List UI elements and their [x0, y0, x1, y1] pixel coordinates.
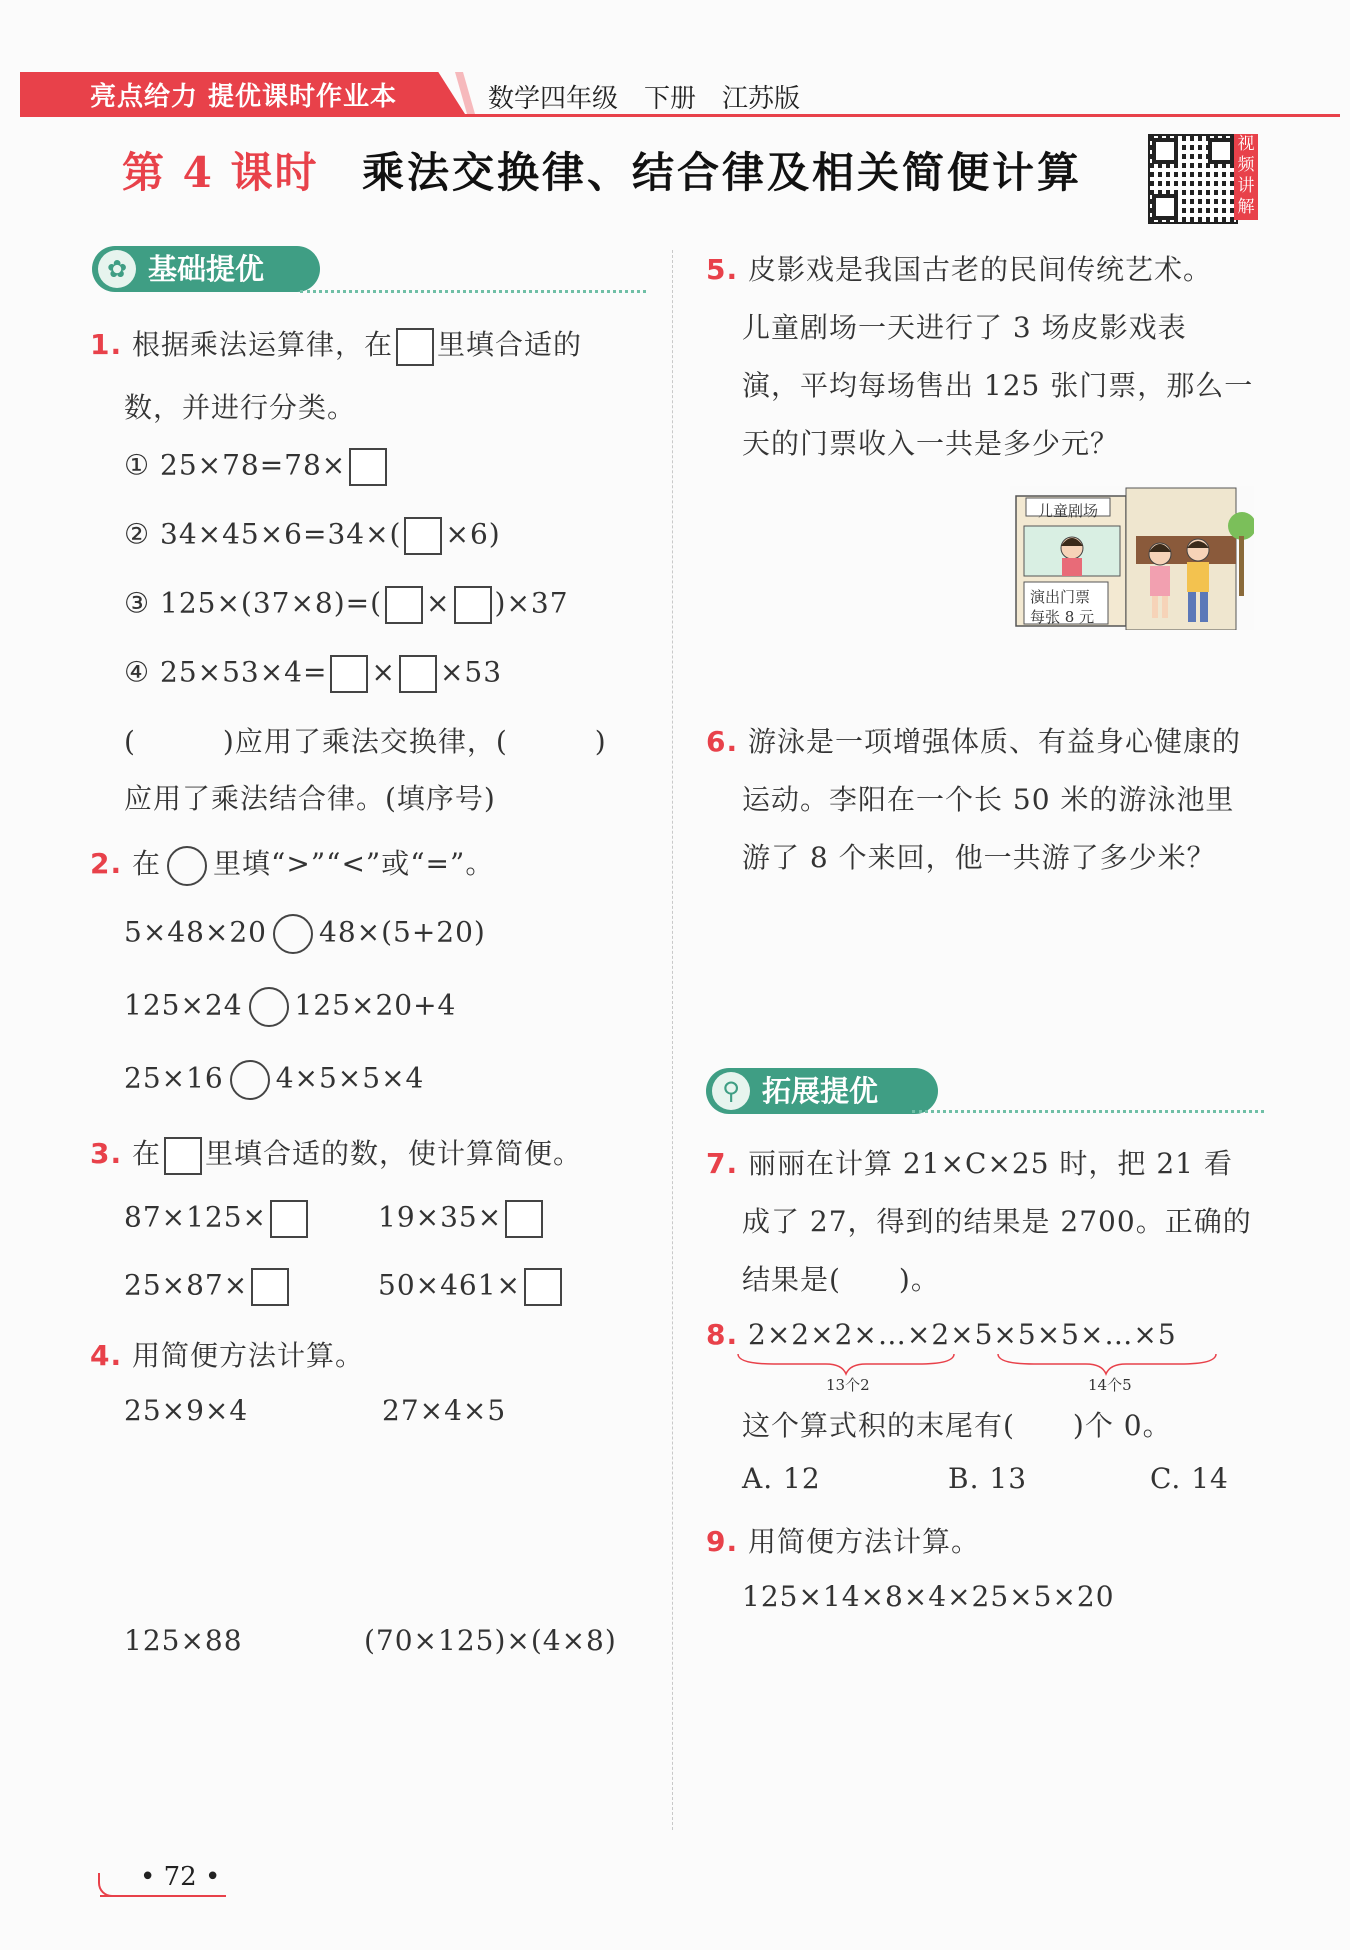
circle-blank — [167, 846, 207, 886]
answer-box[interactable] — [270, 1200, 308, 1238]
section-extend-header — [706, 1068, 938, 1114]
ticket-price-line1: 演出门票 — [1030, 588, 1091, 606]
q1-classify-line1[interactable]: ( )应用了乘法交换律，( ) — [124, 725, 607, 758]
section-basic-rule — [300, 290, 646, 293]
q3-cell4-text: 50×461× — [378, 1268, 521, 1302]
q7-line1 — [706, 1142, 1233, 1182]
answer-box[interactable] — [454, 586, 492, 624]
header-subtitle: 数学四年级 下册 江苏版 — [488, 84, 801, 114]
q2-row1 — [124, 914, 486, 954]
q2-text-b: 里填“>”“<”或“=”。 — [213, 847, 495, 880]
page-number-rule — [100, 1895, 226, 1897]
q1-item3 — [124, 586, 569, 624]
answer-box[interactable] — [251, 1268, 289, 1306]
q3-cell4 — [378, 1268, 565, 1306]
q2-row2-right: 125×20+4 — [294, 988, 457, 1022]
q6-line2: 运动。李阳在一个长 50 米的游泳池里 — [742, 783, 1235, 816]
q2-row1-left: 5×48×20 — [124, 915, 267, 949]
q1-item1-text: ① 25×78=78× — [124, 448, 347, 482]
theater-sign: 儿童剧场 — [1038, 502, 1099, 520]
ticket-price-line2: 每张 8 元 — [1030, 608, 1095, 626]
q5-line1 — [706, 248, 1212, 288]
q1-item4-text-b: × — [371, 655, 396, 689]
q8-option-a[interactable]: A. 12 — [742, 1462, 821, 1495]
q6-line1 — [706, 720, 1241, 760]
q2-row2-left: 125×24 — [124, 988, 243, 1022]
q7-line3[interactable]: 结果是( )。 — [742, 1263, 940, 1296]
magnifier-icon: ⚲ — [712, 1072, 750, 1110]
q3-cell1-text: 87×125× — [124, 1200, 267, 1234]
q5-line4: 天的门票收入一共是多少元？ — [742, 427, 1120, 460]
q1-text-b: 里填合适的 — [437, 328, 583, 361]
column-divider — [672, 250, 673, 1830]
section-basic-header — [92, 246, 320, 292]
q2-prompt — [90, 842, 494, 886]
q1-item2-text-a: ② 34×45×6=34×( — [124, 517, 402, 551]
header-brand: 亮点给力 提优课时作业本 — [90, 82, 398, 112]
q6-number: 6. — [706, 725, 739, 758]
q8-option-c[interactable]: C. 14 — [1150, 1462, 1229, 1495]
header-rule — [20, 114, 1340, 117]
q8-brace-label-twos: 13个2 — [826, 1376, 870, 1394]
q4-expr4: (70×125)×(4×8) — [364, 1624, 617, 1657]
q2-row2 — [124, 987, 456, 1027]
answer-box[interactable] — [399, 655, 437, 693]
lesson-number: 第 4 课时 — [122, 148, 319, 197]
q1-item3-text-c: )×37 — [494, 586, 569, 620]
q2-row3 — [124, 1060, 424, 1100]
q3-cell3-text: 25×87× — [124, 1268, 249, 1302]
q8-expr-fives: ×5×5×5×…×5 — [950, 1318, 1177, 1351]
q1-item4-text-a: ④ 25×53×4= — [124, 655, 328, 689]
q8-expr-twos: 2×2×2×…×2 — [748, 1318, 951, 1351]
q3-prompt — [90, 1132, 582, 1175]
qr-code-icon[interactable] — [1148, 134, 1238, 224]
section-extend-rule — [912, 1110, 1264, 1113]
answer-box[interactable] — [524, 1268, 562, 1306]
compare-circle[interactable] — [249, 987, 289, 1027]
section-extend-label: 拓展提优 — [762, 1074, 879, 1108]
q8-option-b[interactable]: B. 13 — [948, 1462, 1028, 1495]
q5-line2: 儿童剧场一天进行了 3 场皮影戏表 — [742, 311, 1187, 344]
q9-prompt — [706, 1520, 980, 1560]
q4-expr2: 27×4×5 — [382, 1394, 507, 1427]
page-number: • 72 • — [140, 1862, 221, 1892]
compare-circle[interactable] — [273, 914, 313, 954]
answer-box[interactable] — [385, 586, 423, 624]
q8-number: 8. — [706, 1318, 739, 1351]
q4-number: 4. — [90, 1339, 123, 1372]
q3-cell3 — [124, 1268, 292, 1306]
q8-line2[interactable]: 这个算式积的末尾有( )个 0。 — [742, 1409, 1172, 1442]
q9-number: 9. — [706, 1525, 739, 1558]
q1-item4 — [124, 655, 502, 693]
answer-box — [164, 1137, 202, 1175]
q8-braces — [734, 1352, 1234, 1378]
q7-text-1: 丽丽在计算 21×C×25 时，把 21 看 — [748, 1147, 1233, 1180]
q2-row1-right: 48×(5+20) — [319, 915, 486, 949]
q3-text-a: 在 — [132, 1137, 162, 1170]
q3-cell1 — [124, 1200, 311, 1238]
q1-line2: 数，并进行分类。 — [124, 391, 357, 424]
q7-line2: 成了 27，得到的结果是 2700。正确的 — [742, 1205, 1252, 1238]
page-title: 乘法交换律、结合律及相关简便计算 — [362, 148, 1083, 197]
page-number-ornament — [98, 1873, 122, 1897]
q3-cell2 — [378, 1200, 546, 1238]
q1-classify-line2: 应用了乘法结合律。(填序号) — [124, 782, 496, 815]
sprout-icon: ✿ — [98, 250, 136, 288]
q1-item1 — [124, 448, 390, 486]
q2-row3-right: 4×5×5×4 — [275, 1061, 425, 1095]
q3-number: 3. — [90, 1137, 123, 1170]
theater-illustration — [1010, 486, 1254, 630]
q1-item4-text-c: ×53 — [439, 655, 503, 689]
q5-text-1: 皮影戏是我国古老的民间传统艺术。 — [748, 253, 1213, 286]
q5-line3: 演，平均每场售出 125 张门票，那么一 — [742, 369, 1254, 402]
q8-line1 — [706, 1318, 1177, 1351]
q3-cell2-text: 19×35× — [378, 1200, 503, 1234]
q7-number: 7. — [706, 1147, 739, 1180]
answer-box[interactable] — [505, 1200, 543, 1238]
q1-number: 1. — [90, 328, 123, 361]
answer-box[interactable] — [404, 517, 442, 555]
answer-box[interactable] — [349, 448, 387, 486]
q4-text: 用简便方法计算。 — [132, 1339, 365, 1372]
answer-box — [396, 328, 434, 366]
q9-text: 用简便方法计算。 — [748, 1525, 981, 1558]
q1-line1 — [90, 323, 582, 366]
q2-number: 2. — [90, 847, 123, 880]
q4-expr3: 125×88 — [124, 1624, 243, 1657]
q4-expr1: 25×9×4 — [124, 1394, 249, 1427]
q4-prompt — [90, 1334, 364, 1374]
section-basic-label: 基础提优 — [148, 252, 265, 286]
q1-item2-text-b: ×6) — [445, 517, 501, 551]
q1-text-a: 根据乘法运算律，在 — [132, 328, 394, 361]
video-explain-tag[interactable]: 视频讲解 — [1234, 134, 1258, 220]
q1-item2 — [124, 517, 501, 555]
answer-box[interactable] — [330, 655, 368, 693]
q1-item3-text-b: × — [426, 586, 451, 620]
q6-line3: 游了 8 个来回，他一共游了多少米？ — [742, 841, 1216, 874]
compare-circle[interactable] — [230, 1060, 270, 1100]
q8-brace-label-fives: 14个5 — [1088, 1376, 1132, 1394]
q6-text-1: 游泳是一项增强体质、有益身心健康的 — [748, 725, 1242, 758]
q3-text-b: 里填合适的数，使计算简便。 — [205, 1137, 583, 1170]
q5-number: 5. — [706, 253, 739, 286]
q2-text-a: 在 — [132, 847, 162, 880]
q9-expression: 125×14×8×4×25×5×20 — [742, 1580, 1115, 1613]
q2-row3-left: 25×16 — [124, 1061, 224, 1095]
q1-item3-text-a: ③ 125×(37×8)=( — [124, 586, 383, 620]
